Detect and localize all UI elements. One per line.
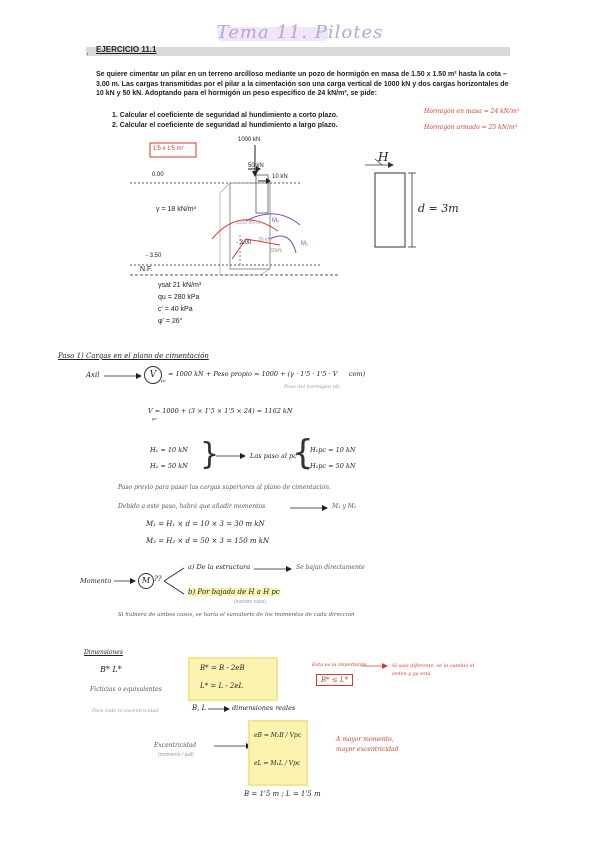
h2pc-value: H₂pc = 50 kN [310,462,356,470]
bl-real: B, L [192,704,207,712]
exercise-heading: EJERCICIO 11.1 [96,45,157,54]
h1pc-value: H₁pc = 10 kN [310,446,356,454]
option-a: a) De la estructura [188,563,251,571]
note-reinforced-concrete: Hormigón armado = 25 kN/m³ [424,124,518,131]
note-moments-arrow: M₁ y M₂ [332,503,357,510]
exc-box [248,720,308,786]
momento-label: Momento [80,577,112,585]
note-move: Paso previo para pasar las cargas superiores al plano de cimentación. [118,484,331,491]
option-b-note: (nuestro caso) [234,599,266,605]
bl-star: B* L* [100,665,122,674]
exc-note-2: mayor excentricidad [336,746,399,753]
h2-value: H₂ = 50 kN [150,462,188,470]
unit-weight-label: γ = 18 kN/m³ [156,206,196,213]
vertical-load-label: 1000 kN [238,137,261,143]
exc-sub: (momento / axil) [158,752,194,758]
soil-prop-3: φ' = 26° [158,318,183,325]
loads-arrow [216,452,248,460]
question-1: 1. Calcular el coeficiente de seguridad al hundimiento a corto plazo. [112,112,338,119]
note-moments: Debido a este paso, habrá que añadir momentos [118,503,266,510]
moments-arrow [290,504,330,512]
exc-label: Excentricidad [154,742,197,749]
m2-value: M₂ = H₂ × d = 50 × 3 = 150 m kN [146,537,270,545]
loads-arrow-label: Las paso al pc [250,452,297,460]
v-subscript: pc [161,378,166,383]
h1-value: H₁ = 10 kN [150,446,188,454]
level-0-label: 0.00 [152,172,164,178]
brace-icon: } [200,437,220,472]
option-b: b) Por bajada de H a H pc [188,588,280,596]
level-300-label: - 3.00 [236,240,252,246]
note-ambos: Si hubiera de ambos casos, se haría el sumatorio de los momentos de cada dirección [118,612,355,618]
axil-expression-end: com) [349,370,366,378]
option-a-result: Se bajan directamente [296,564,365,571]
moment-1-label: 1500 kN·m [236,220,261,226]
options-branch [164,564,188,598]
red-note-arrow [362,662,390,670]
axil-arrow [104,372,144,380]
axil-label: Axil [86,371,100,379]
dimensions-box-label: 1'5 x 1'5 m² [153,146,184,152]
right-sketch-block [375,173,405,247]
level-350-label: - 3.50 [146,253,162,259]
b-star-formula: B* = B - 2eB [200,664,245,672]
question-marks: ?? [154,575,162,583]
m-circle: M [138,573,154,589]
h-load-1-label: 50 kN [248,163,264,169]
exercise-statement: Se quiere cimentar un pilar en un terreno arcilloso mediante un pozo de hormigón en masa de 1.50 x 1.50 m² hasta la cota –3.00 m. Las cargas transmitidas por el pilar a la cimentación son una carga vertical de 1000 kN y dos cargas horizontales de 10 kN y 50 kN. Adoptando para el hormigón un peso específico de 24 kN/m³, se pide: [96,71,509,97]
eb-formula: eB = M₂B / Vpc [254,732,302,739]
final-dimensions: B = 1'5 m ; L = 1'5 m [244,790,321,798]
bl-real-arrow [208,705,232,713]
momento-arrow [114,577,138,585]
moment-2-label: 30 kN [258,237,272,243]
l-star-formula: L* = L - 2eL [200,682,244,690]
soil-prop-1: qu = 280 kPa [158,294,200,301]
exc-note-1: A mayor momento, [336,736,394,743]
v-circle: V [144,366,162,384]
dimensions-title: Dimensiones [84,649,123,656]
foundation-diagram [120,135,450,335]
option-a-arrow [254,565,294,573]
h-load-2-label: 10 kN [272,174,288,180]
note-mass-concrete: Hormigón en masa = 24 kN/m³ [424,108,520,115]
m1-value: M₁ = H₁ × d = 10 × 3 = 30 m kN [146,520,265,528]
soil-prop-0: γsat 21 kN/m³ [158,282,202,289]
v-result: V = 1000 + (3 × 1'5 × 1'5 × 24) = 1162 kN [148,407,293,415]
right-sketch-h: H [378,150,389,164]
step1-title: Paso 1) Cargas en el plano de cimentación [58,352,209,360]
red-note-arrow-label: Si sale diferente, se le cambia el orden y ya está [392,663,475,677]
inequality-box: B* ≤ L* [316,674,353,686]
red-note: Esta es la importante [312,662,367,668]
brace-right-icon: { [292,433,314,473]
v-result-subscript: pc [152,416,157,421]
bl-real-label: dimensiones reales [232,704,296,712]
axil-expression: = 1000 kN + Peso propio = 1000 + (γ · 1'5 · 1'5 · V [168,370,338,378]
water-table-label: N.F. [140,266,153,273]
moment-3-label: 30kN [270,248,282,254]
soil-prop-2: c' = 40 kPa [158,306,193,313]
bullet-icon: , [86,46,89,56]
axil-subnote: Peso del hormigón (d) [284,384,340,390]
moment-m2-label: M₂ [272,218,280,224]
moment-m1-label: M₁ [301,241,309,247]
ficticias-label: Ficticias o equivalentes [90,686,162,693]
question-2: 2. Calcular el coeficiente de seguridad al hundimiento a largo plazo. [112,122,338,129]
el-formula: eL = M₁L / Vpc [254,760,301,767]
page-title: Tema 11. Pilotes [216,22,384,43]
right-sketch-d: d = 3m [418,202,459,215]
para-excentricidad: Para todo lo excentricidad [92,708,159,714]
foundation-block [230,183,270,269]
